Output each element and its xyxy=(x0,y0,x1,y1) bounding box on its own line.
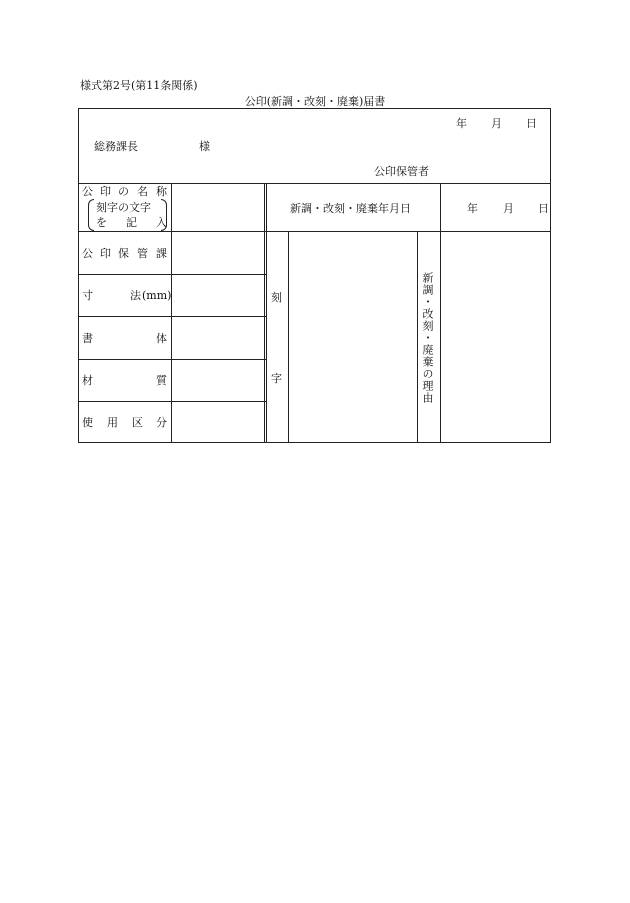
reason-label: 新調・改刻・廃棄の理由 xyxy=(421,272,434,404)
engraving-note-line-1: 刻字の文字 xyxy=(96,201,151,214)
usage-char-4: 分 xyxy=(156,416,167,429)
header-date-year: 年 xyxy=(456,117,467,130)
change-date-year: 年 xyxy=(467,202,478,215)
row-divider-4 xyxy=(78,359,266,360)
engraving-note-char-1: を xyxy=(96,216,107,229)
size-char-2: 法 xyxy=(130,289,141,302)
change-date-day: 日 xyxy=(538,202,549,215)
row-divider-1 xyxy=(78,231,551,232)
label-column-divider xyxy=(171,183,172,443)
form-frame xyxy=(78,108,551,443)
date-column-divider xyxy=(440,183,441,443)
material-char-1: 材 xyxy=(82,374,93,387)
change-date-month: 月 xyxy=(503,202,514,215)
row-divider-3 xyxy=(78,316,266,317)
size-unit: (mm) xyxy=(142,289,172,302)
dept-char-5: 課 xyxy=(156,247,167,260)
engraving-content-divider xyxy=(417,231,418,443)
material-char-2: 質 xyxy=(156,374,167,387)
usage-char-3: 区 xyxy=(132,416,143,429)
header-date-month: 月 xyxy=(491,117,502,130)
honorific: 様 xyxy=(199,140,210,153)
size-char-1: 寸 xyxy=(82,289,93,302)
row-divider-5 xyxy=(78,401,266,402)
seal-name-char-3: の xyxy=(118,185,129,198)
change-date-label: 新調・改刻・廃棄年月日 xyxy=(290,202,411,215)
form-number: 様式第2号(第11条関係) xyxy=(80,79,198,92)
engraving-char-1: 刻 xyxy=(271,291,282,304)
engraving-note-char-3: 入 xyxy=(156,216,167,229)
applicant-label: 公印保管者 xyxy=(374,165,429,178)
addressee: 総務課長 xyxy=(94,140,138,153)
engraving-note-char-2: 記 xyxy=(126,216,137,229)
dept-char-2: 印 xyxy=(100,247,111,260)
dept-char-1: 公 xyxy=(82,247,93,260)
dept-char-3: 保 xyxy=(118,247,129,260)
seal-name-char-1: 公 xyxy=(82,185,93,198)
usage-char-1: 使 xyxy=(82,416,93,429)
usage-char-2: 用 xyxy=(107,416,118,429)
left-bracket xyxy=(88,199,94,231)
header-divider xyxy=(78,183,551,184)
row-divider-2 xyxy=(78,274,266,275)
document-title: 公印(新調・改刻・廃棄)届書 xyxy=(244,95,386,108)
seal-name-char-5: 称 xyxy=(156,185,167,198)
double-divider-b xyxy=(266,183,267,443)
font-char-1: 書 xyxy=(82,332,93,345)
dept-char-4: 管 xyxy=(137,247,148,260)
engraving-label-divider xyxy=(288,231,289,443)
header-date-day: 日 xyxy=(526,117,537,130)
seal-name-char-2: 印 xyxy=(100,185,111,198)
double-divider-a xyxy=(264,183,265,443)
seal-name-char-4: 名 xyxy=(137,185,148,198)
engraving-char-2: 字 xyxy=(271,372,282,385)
font-char-2: 体 xyxy=(156,332,167,345)
